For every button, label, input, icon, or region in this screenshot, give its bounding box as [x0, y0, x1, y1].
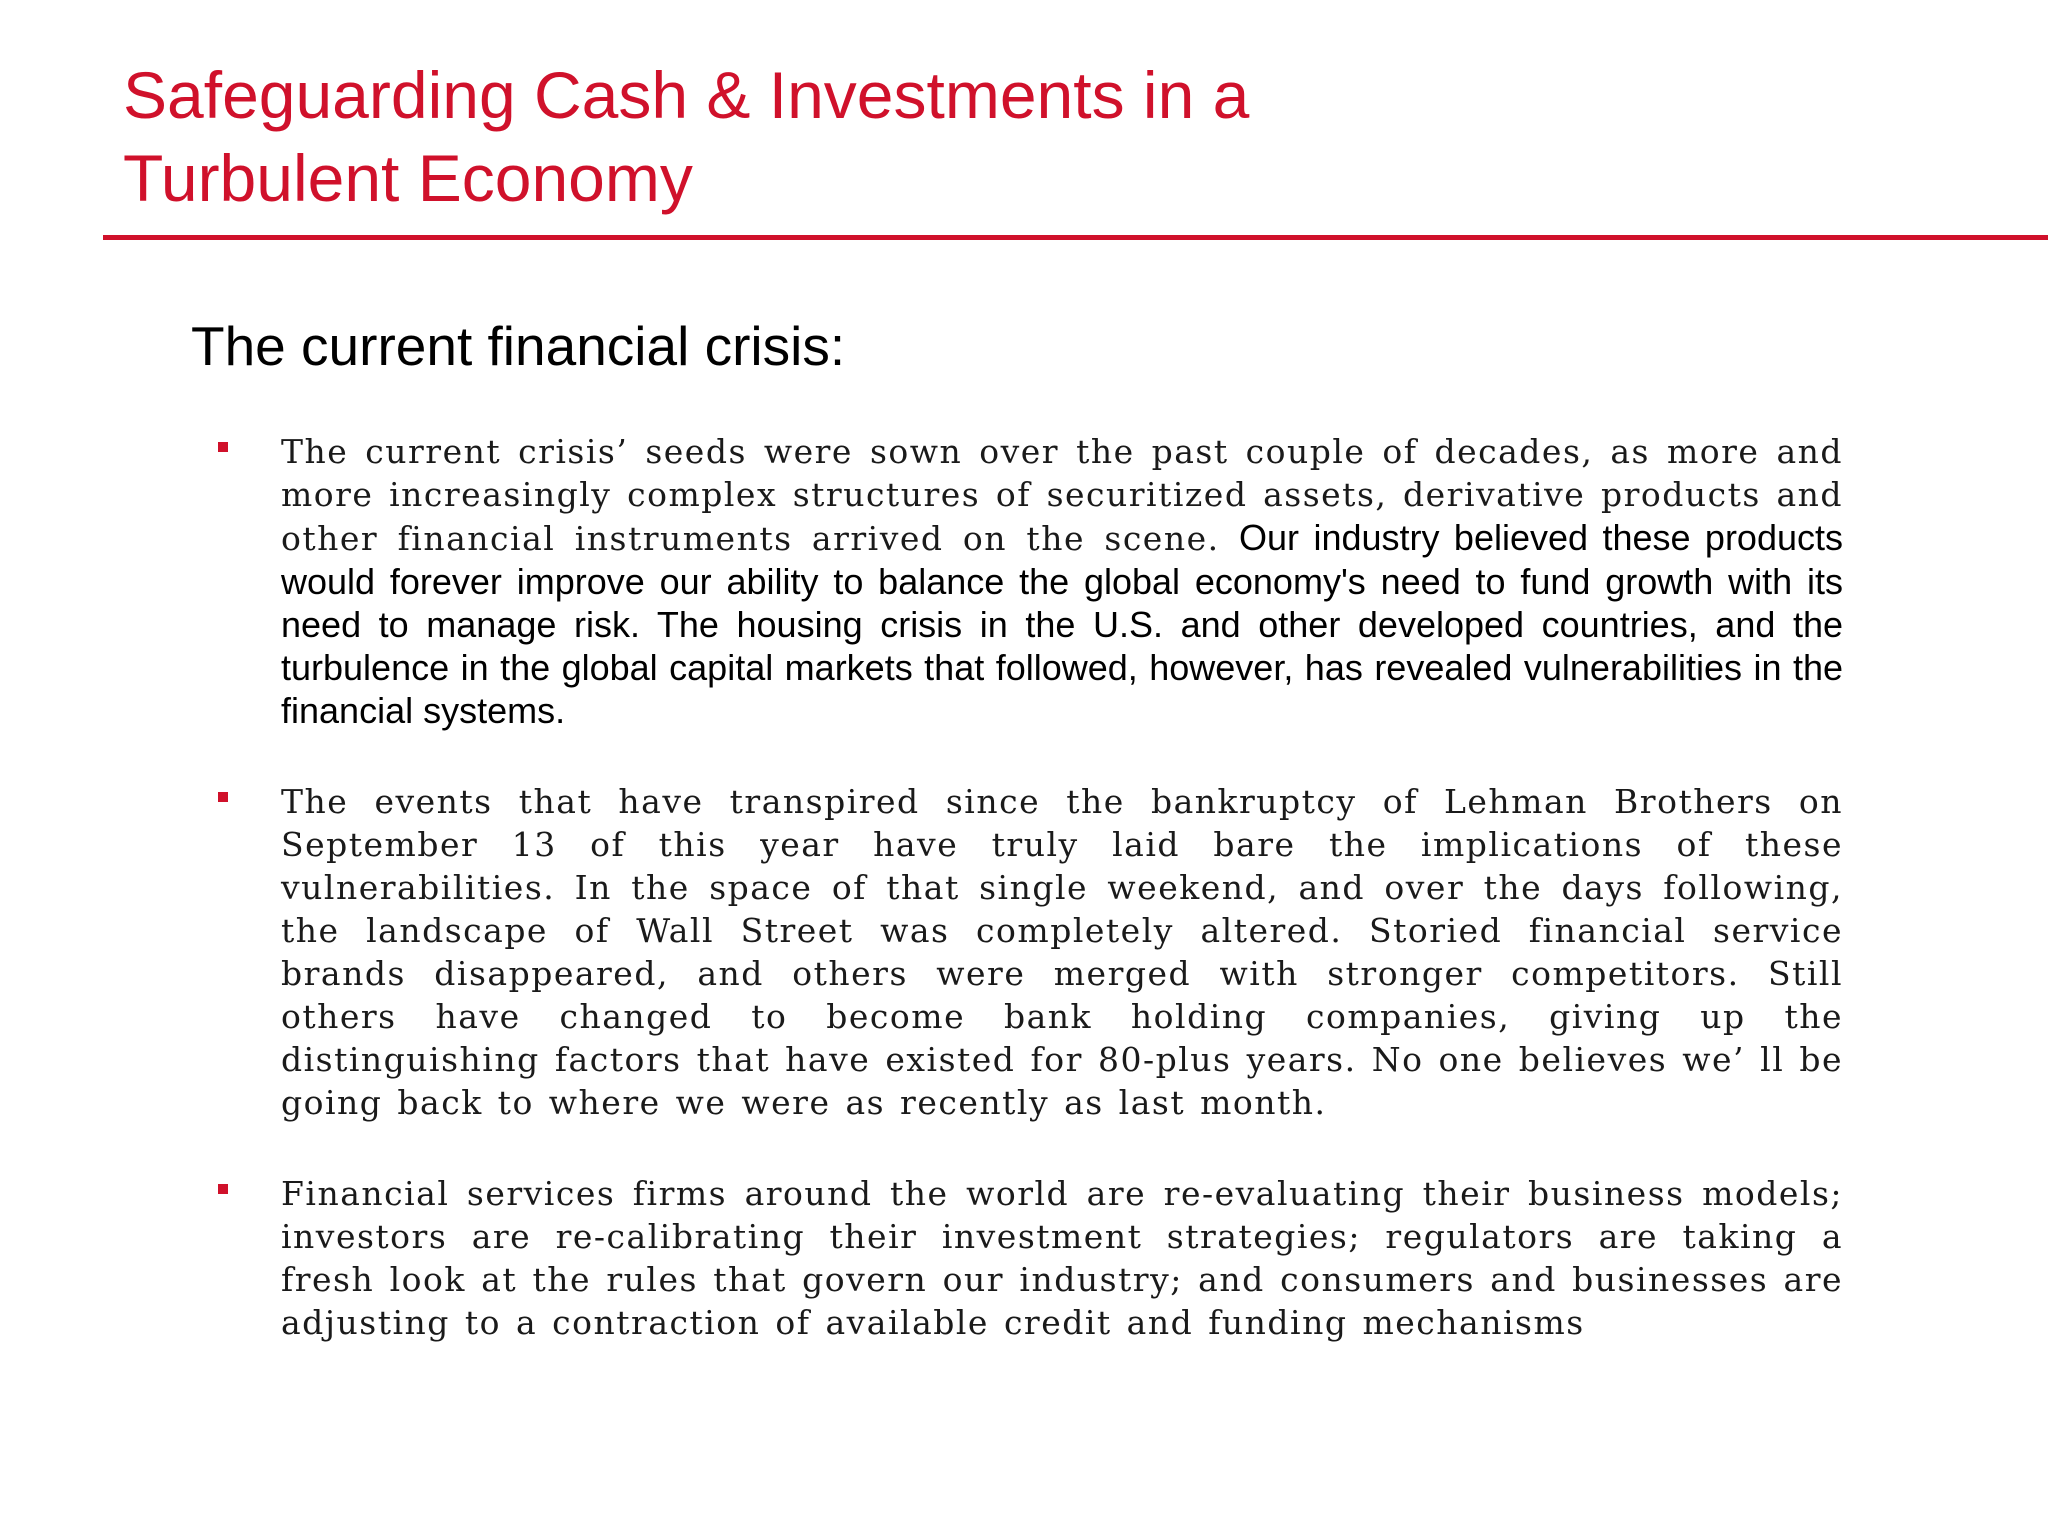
- square-bullet-icon: [218, 1184, 228, 1194]
- bullet-item: [218, 430, 1843, 732]
- bullet-text-serif-part: The current crisis’ seeds were sown over the past couple of decades, as more and more increasingly complex structures of securitized assets, derivative products and other financial instruments arrived on the scene.: [281, 432, 1843, 558]
- section-heading: The current financial crisis:: [191, 315, 846, 377]
- title-divider: [103, 235, 2048, 240]
- bullet-item: [218, 780, 1843, 1124]
- bullet-list: [218, 430, 1843, 1392]
- bullet-text: The events that have transpired since the bankruptcy of Lehman Brothers on September 13 of this year have truly laid bare the implications of these vulnerabilities. In the space of that single weekend, and over the days following, the landscape of Wall Street was completely altered. Storied financial service brands disappeared, and others were merged with stronger competitors. Still others have changed to become bank holding companies, giving up the distinguishing factors that have existed for 80-plus years. No one believes we’ ll be going back to where we were as recently as last month.: [281, 782, 1843, 1122]
- bullet-item: [218, 1172, 1843, 1344]
- bullet-text: Financial services firms around the world are re-evaluating their business models; investors are re-calibrating their investment strategies; regulators are taking a fresh look at the rules that govern our industry; and consumers and businesses are adjusting to a contraction of available credit and funding mechanisms: [281, 1174, 1843, 1342]
- bullet-text-sans-part: Our industry believed these products would forever improve our ability to balance the global economy's need to fund growth with its need to manage risk. The housing crisis in the U.S. and other developed countries, and the turbulence in the global capital markets that followed, however, has revealed vulnerabilities in the financial systems.: [281, 517, 1843, 731]
- slide-title: [123, 54, 1423, 220]
- bullet-text: [281, 430, 1843, 732]
- slide-title-line1: Safeguarding Cash & Investments in a: [123, 58, 1250, 132]
- square-bullet-icon: [218, 792, 228, 802]
- square-bullet-icon: [218, 442, 228, 452]
- slide-title-line2: Turbulent Economy: [123, 141, 693, 215]
